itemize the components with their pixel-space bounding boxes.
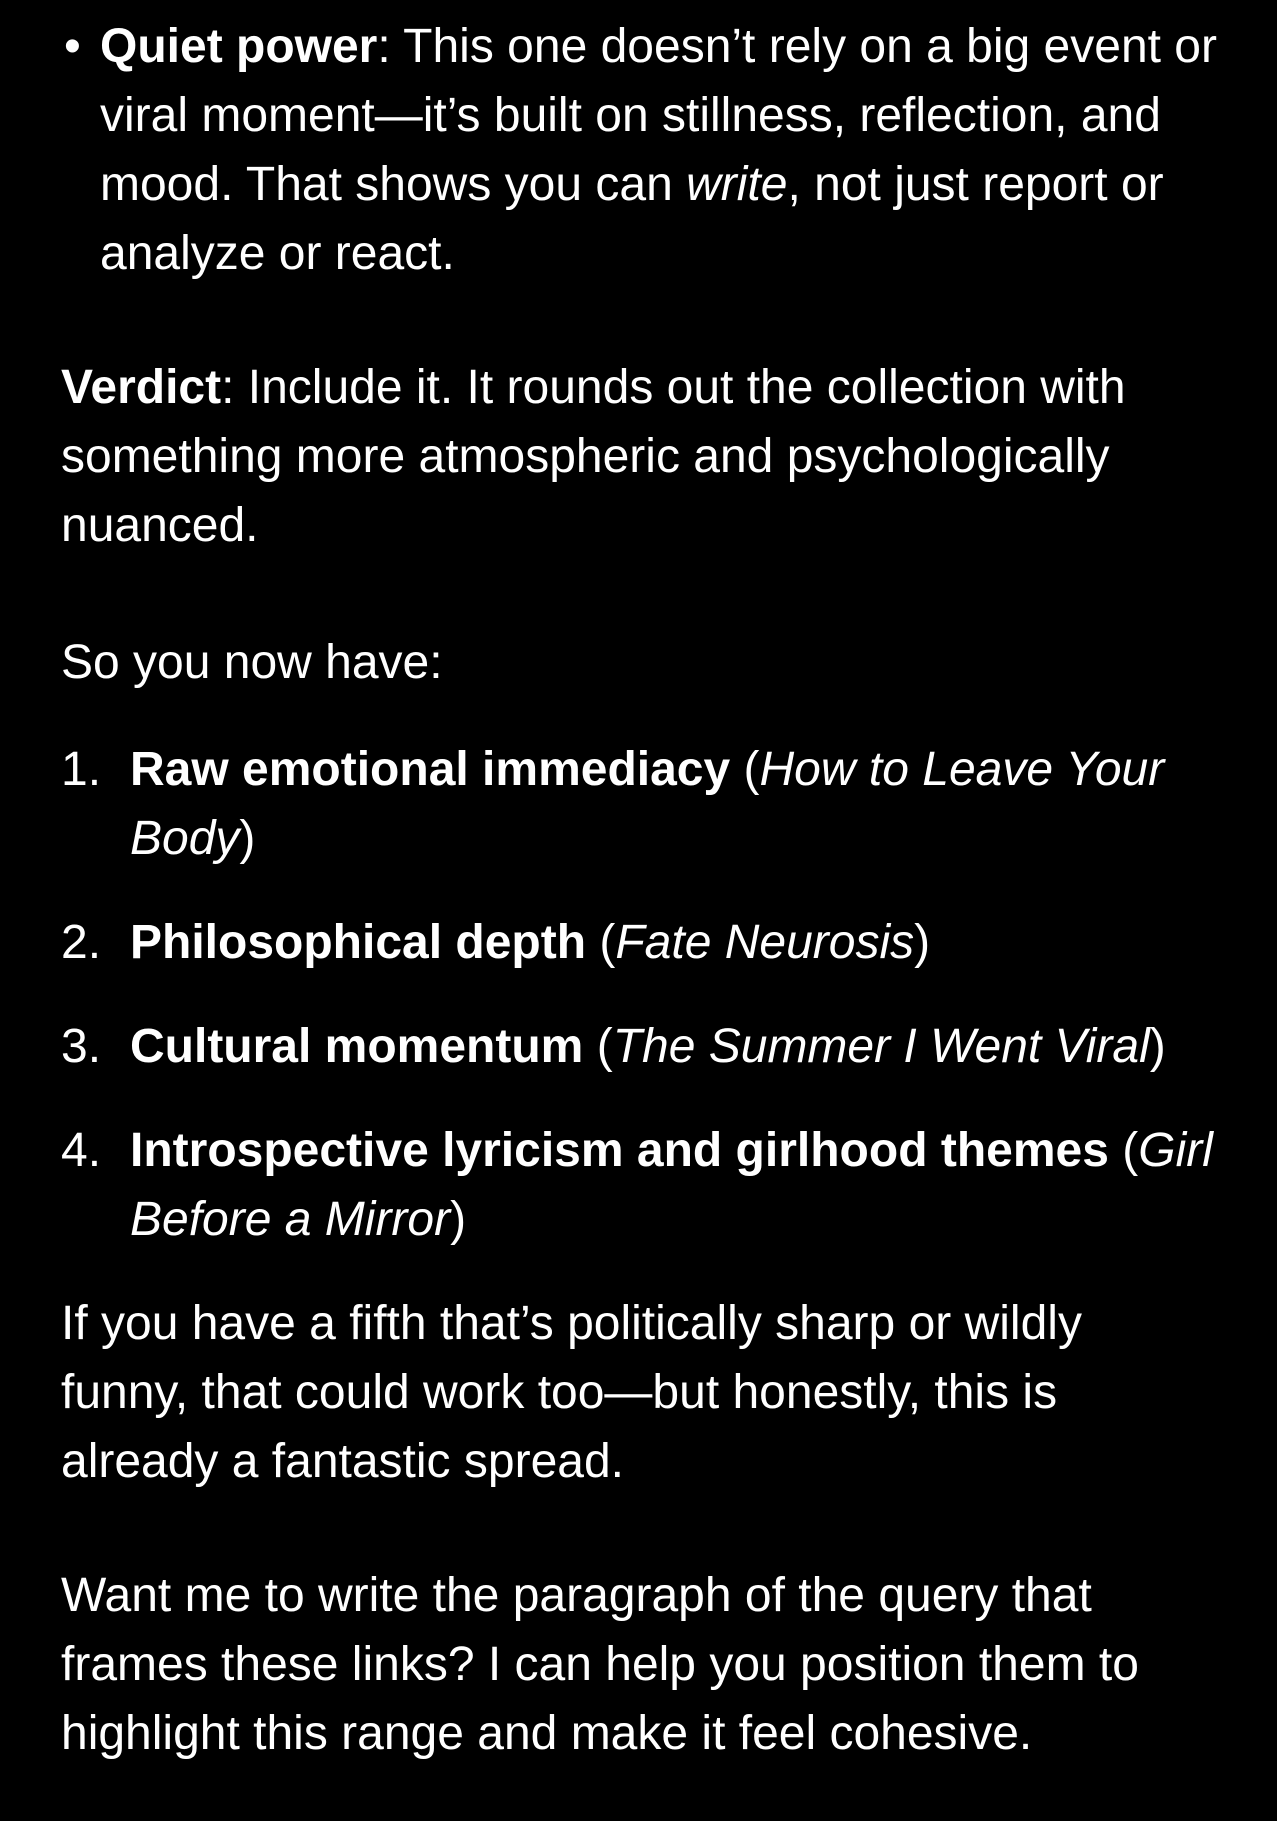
bullet-dot: • (64, 20, 81, 73)
list-item-paren-close: ) (914, 916, 931, 969)
verdict-label: Verdict (61, 361, 222, 414)
list-item-paren-open: ( (730, 743, 760, 796)
list-item-paren-close: ) (239, 812, 256, 865)
list-item-label: Cultural momentum (130, 1020, 584, 1073)
list-item-number: 1. (61, 743, 102, 796)
so-now-paragraph: So you now have: (61, 636, 443, 689)
list-item-title: Girl Before a Mirror (130, 1124, 1213, 1246)
verdict-text: : Include it. It rounds out the collection with something more atmospheric and psychologically nuanced. (61, 361, 1126, 552)
list-item-paren-close: ) (1149, 1020, 1166, 1073)
list-item-title: The Summer I Went Viral (612, 1020, 1150, 1073)
bullet-list (61, 12, 1217, 288)
list-item-paren-open: ( (583, 1020, 613, 1073)
list-item-number: 4. (61, 1124, 102, 1177)
list-item-label: Philosophical depth (130, 916, 587, 969)
offer-paragraph: Want me to write the paragraph of the query that frames these links? I can help you position them to highlight this range and make it feel cohesive. (61, 1569, 1139, 1760)
list-item-label: Introspective lyricism and girlhood themes (130, 1124, 1109, 1177)
list-item-paren-close: ) (450, 1193, 467, 1246)
verdict-paragraph (61, 353, 1217, 560)
quiet-power-text-b: , not just report or analyze or react. (100, 158, 1164, 280)
quiet-power-label: Quiet power (100, 20, 378, 73)
list-item (61, 908, 1217, 977)
bullet-item-quiet-power (64, 12, 1217, 288)
numbered-list (61, 735, 1217, 1254)
list-item (61, 735, 1217, 873)
list-item-title: Fate Neurosis (615, 916, 915, 969)
list-item (61, 1116, 1217, 1254)
list-item-number: 2. (61, 916, 102, 969)
list-item (61, 1012, 1217, 1081)
list-item-paren-open: ( (586, 916, 616, 969)
list-item-label: Raw emotional immediacy (130, 743, 731, 796)
list-item-title: How to Leave Your Body (130, 743, 1165, 865)
list-item-paren-open: ( (1108, 1124, 1139, 1177)
list-item-number: 3. (61, 1020, 102, 1073)
quiet-power-text-a: : This one doesn’t rely on a big event or viral moment—it’s built on stillness, reflection, and mood. That shows you can (100, 20, 1217, 211)
quiet-power-emphasis: write (686, 158, 788, 211)
fifth-paragraph: If you have a fifth that’s politically sharp or wildly funny, that could work too—but honestly, this is already a fantastic spread. (61, 1297, 1082, 1488)
